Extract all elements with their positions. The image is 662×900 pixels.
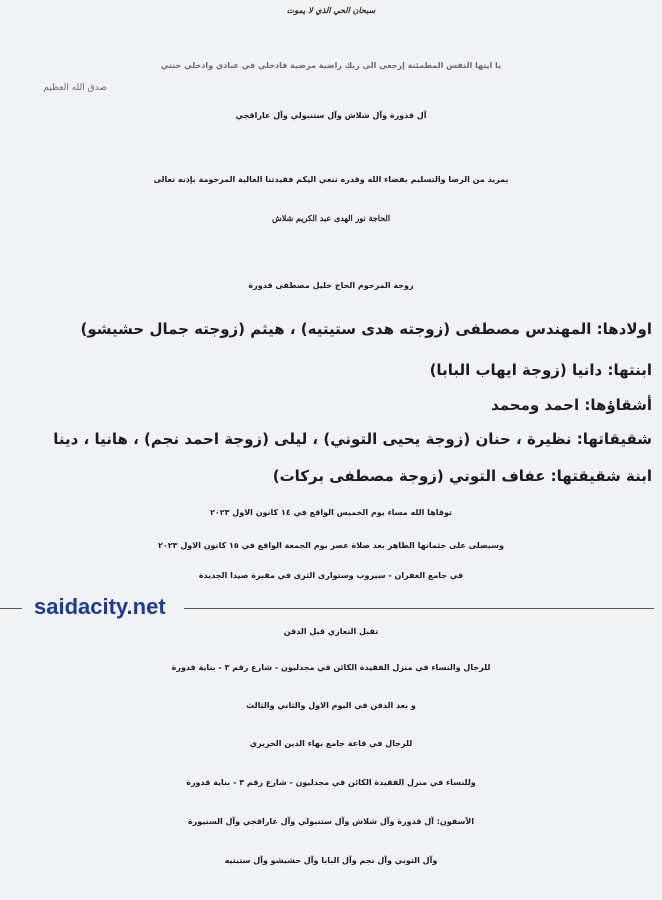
bereaved-families-line: الآسفون: آل قدورة وآل شلاش وآل ستنبولي وآل عاراقجي وآل السنيورة — [187, 817, 475, 826]
watermark-text: saidacity.net — [34, 594, 166, 619]
condolences-line: للرجال والنساء في منزل الفقيدة الكائن في مجدليون - شارع رقم ٣ - بناية قدورة — [171, 663, 491, 672]
condolences-line: و بعد الدفن في اليوم الاول والثاني والثالث — [246, 701, 416, 710]
burial-line: في جامع الغفران - سيروب وستوارى الثرى في مقبرة صيدا الجديدة — [198, 571, 464, 580]
daughter-line: ابنتها: دانيا (زوجة ايهاب البابا) — [429, 361, 652, 379]
quran-attribution: صدق الله العظيم — [43, 83, 107, 93]
quran-verse-line: يا ايتها النفس المطمئنة إرجعي الى ربك راضية مرضية فادخلي في عبادي وادخلي جنتي — [160, 61, 502, 70]
spouse-line: زوجة المرحوم الحاج خليل مصطفى قدورة — [248, 281, 414, 290]
brothers-line: أشقاؤها: احمد ومحمد — [491, 396, 652, 414]
death-date-line: توفاها الله مساء يوم الخميس الواقع في ١٤ كانون الاول ٢٠٢٣ — [209, 508, 452, 517]
sisters-line: شقيقاتها: نظيرة ، حنان (زوجة يحيى التوني) ، ليلى (زوجة احمد نجم) ، هانيا ، دينا — [53, 430, 652, 448]
condolences-line: وللنساء في منزل الفقيدة الكائن في مجدليون - شارع رقم ٣ - بناية قدورة — [186, 778, 476, 787]
verse-header: سبحان الحي الذي لا يموت — [286, 5, 376, 15]
deceased-name: الحاجة نور الهدى عبد الكريم شلاش — [271, 213, 391, 223]
bereaved-families-line: وآل التوني وآل نجم وآل البابا وآل حشيشو وآل ستيتيه — [224, 856, 438, 865]
condolences-heading: تقبل التعازي قبل الدفن — [283, 627, 379, 636]
funeral-prayer-line: وسيصلى على جثمانها الطاهر بعد صلاة عصر يوم الجمعة الواقع في ١٥ كانون الاول ٢٠٢٣ — [158, 541, 504, 550]
announcement-line: بمزيد من الرضا والتسليم بقضاء الله وقدره ننعي اليكم فقيدتنا الغالية المرحومة بإذنه تعالى — [153, 175, 509, 184]
condolences-line: للرجال في قاعة جامع بهاء الدين الحريري — [249, 739, 413, 748]
children-line: اولادها: المهندس مصطفى (زوجته هدى ستيتيه) ، هيثم (زوجته جمال حشيشو) — [80, 320, 652, 338]
watermark-rule-right — [184, 608, 654, 609]
niece-line: ابنة شقيقتها: عفاف التوني (زوجة مصطفى بركات) — [272, 467, 652, 485]
watermark-rule-left — [0, 608, 22, 609]
families-title: آل قدورة وآل شلاش وآل ستنبولي وآل عاراقجي — [235, 111, 427, 120]
